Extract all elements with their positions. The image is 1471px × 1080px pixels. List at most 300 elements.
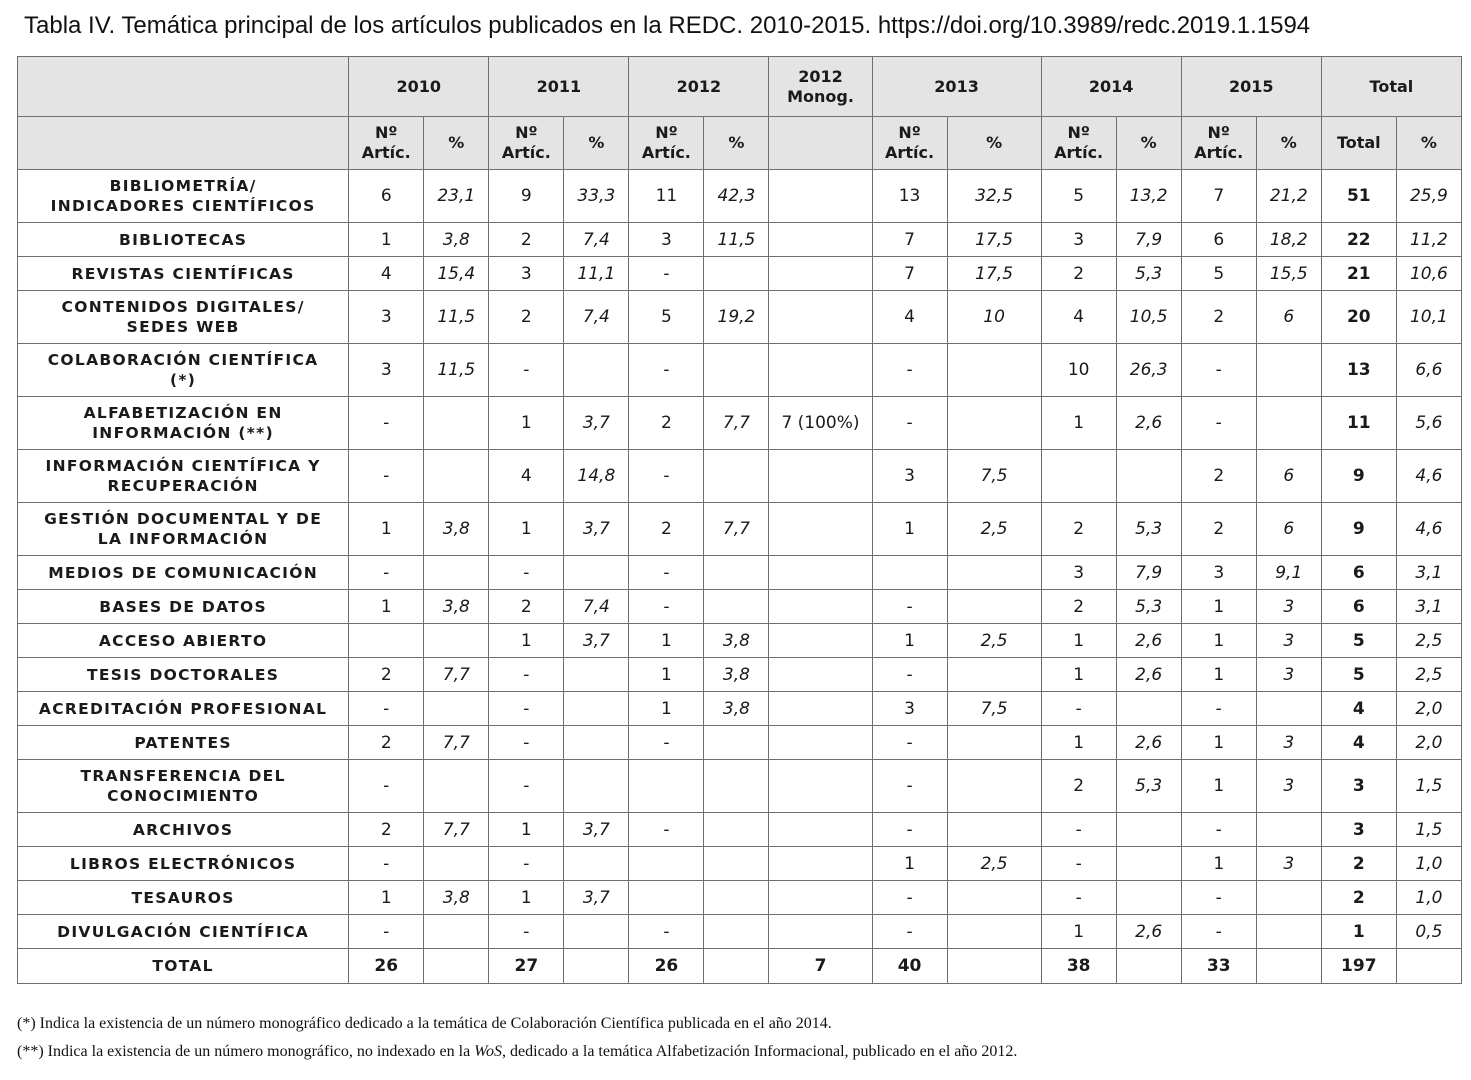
percent-cell [1116,847,1181,881]
percent-cell: 17,5 [947,223,1041,257]
table-row [18,257,1462,291]
subheader-pct: % [564,117,629,170]
table-row [18,881,1462,915]
count-cell: - [872,397,947,450]
count-cell: 1 [489,881,564,915]
percent-cell [564,556,629,590]
percent-cell: 3 [1256,658,1321,692]
percent-cell: 3 [1256,847,1321,881]
topic-cell: ACREDITACIÓN PROFESIONAL [18,692,349,726]
percent-cell [704,556,769,590]
percent-cell [424,450,489,503]
subheader-n: Nº Artíc. [629,117,704,170]
percent-cell [704,813,769,847]
percent-cell: 2,0 [1396,692,1461,726]
percent-cell [947,397,1041,450]
count-cell: 5 [629,291,704,344]
topic-cell: LIBROS ELECTRÓNICOS [18,847,349,881]
count-cell: - [629,257,704,291]
topic-cell: PATENTES [18,726,349,760]
count-cell: 2 [629,397,704,450]
year-header-2010: 2010 [349,57,489,117]
percent-cell: 11,5 [424,291,489,344]
count-cell: - [1181,344,1256,397]
topic-cell: MEDIOS DE COMUNICACIÓN [18,556,349,590]
percent-cell [704,760,769,813]
count-cell: 1 [349,590,424,624]
percent-cell: 1,0 [1396,847,1461,881]
count-cell: - [1041,692,1116,726]
topic-cell: TESIS DOCTORALES [18,658,349,692]
count-cell: 7 [1181,170,1256,223]
count-cell: 10 [1041,344,1116,397]
table-row [18,915,1462,949]
count-cell: - [1041,813,1116,847]
percent-cell [947,813,1041,847]
percent-cell: 25,9 [1396,170,1461,223]
percent-cell: 6 [1256,503,1321,556]
percent-cell: 2,0 [1396,726,1461,760]
count-cell: - [349,915,424,949]
count-cell: 4 [1041,291,1116,344]
monograph-cell [769,450,872,503]
count-cell [872,556,947,590]
count-cell: 1 [1181,624,1256,658]
percent-cell: 26,3 [1116,344,1181,397]
percent-cell [704,949,769,984]
percent-cell [1116,881,1181,915]
count-cell: - [489,344,564,397]
count-cell [349,624,424,658]
footnote-2-text: (**) Indica la existencia de un número monográfico, no indexado en la [17,1043,475,1060]
percent-cell: 2,5 [1396,624,1461,658]
percent-cell [1256,813,1321,847]
monograph-cell [769,223,872,257]
count-cell: 38 [1041,949,1116,984]
total-count-cell: 3 [1321,760,1396,813]
count-cell: - [1181,692,1256,726]
count-cell: 3 [1181,556,1256,590]
percent-cell: 3,8 [424,590,489,624]
subheader-n: Nº Artíc. [872,117,947,170]
percent-cell: 3,7 [564,624,629,658]
percent-cell [947,590,1041,624]
monograph-cell [769,170,872,223]
footnotes [17,1010,1017,1066]
total-count-cell: 6 [1321,590,1396,624]
subheader-corner [18,117,349,170]
subheader-total: Total [1321,117,1396,170]
monograph-cell [769,881,872,915]
topic-cell: TOTAL [18,949,349,984]
count-cell: 11 [629,170,704,223]
topic-cell: TESAUROS [18,881,349,915]
percent-cell [424,949,489,984]
monograph-cell [769,847,872,881]
count-cell: 1 [872,503,947,556]
count-cell: 1 [489,503,564,556]
percent-cell: 3 [1256,726,1321,760]
count-cell: - [872,760,947,813]
subheader-monog [769,117,872,170]
percent-cell [947,949,1041,984]
monograph-cell [769,760,872,813]
percent-cell: 2,5 [1396,658,1461,692]
count-cell: 3 [629,223,704,257]
count-cell: 3 [489,257,564,291]
count-cell: - [1181,881,1256,915]
percent-cell: 7,9 [1116,556,1181,590]
percent-cell: 7,7 [704,503,769,556]
count-cell: - [629,813,704,847]
total-count-cell: 5 [1321,624,1396,658]
footnote-2-text-end: , dedicado a la temática Alfabetización Informacional, publicado en el año 2012. [502,1043,1018,1060]
count-cell: 1 [629,658,704,692]
table-row [18,847,1462,881]
percent-cell [704,847,769,881]
count-cell: 1 [349,881,424,915]
percent-cell [947,915,1041,949]
topic-cell: CONTENIDOS DIGITALES/ SEDES WEB [18,291,349,344]
percent-cell: 3 [1256,624,1321,658]
year-header-2012: 2012 [629,57,769,117]
percent-cell [947,556,1041,590]
count-cell: 2 [489,223,564,257]
percent-cell [1256,344,1321,397]
year-header-2014: 2014 [1041,57,1181,117]
percent-cell: 10,1 [1396,291,1461,344]
count-cell: - [489,658,564,692]
table-row [18,624,1462,658]
topic-cell: ARCHIVOS [18,813,349,847]
total-count-cell: 2 [1321,847,1396,881]
percent-cell: 7,9 [1116,223,1181,257]
count-cell: - [629,726,704,760]
count-cell: - [1041,847,1116,881]
count-cell: 5 [1041,170,1116,223]
percent-cell [1396,949,1461,984]
table-row [18,590,1462,624]
percent-cell: 7,7 [424,813,489,847]
count-cell: - [1181,915,1256,949]
percent-cell: 18,2 [1256,223,1321,257]
total-count-cell: 11 [1321,397,1396,450]
table-row [18,760,1462,813]
topic-cell: BASES DE DATOS [18,590,349,624]
percent-cell [424,760,489,813]
percent-cell: 5,3 [1116,503,1181,556]
percent-cell [1256,949,1321,984]
count-cell: 2 [489,590,564,624]
count-cell: 1 [349,503,424,556]
percent-cell: 6,6 [1396,344,1461,397]
percent-cell: 7,4 [564,291,629,344]
percent-cell [704,726,769,760]
percent-cell: 3,7 [564,881,629,915]
count-cell: 2 [1181,503,1256,556]
monograph-cell [769,556,872,590]
year-header-total: Total [1321,57,1461,117]
percent-cell: 23,1 [424,170,489,223]
count-cell: 1 [1041,726,1116,760]
thematic-table [17,56,1462,984]
monograph-cell [769,503,872,556]
percent-cell [424,847,489,881]
percent-cell: 2,5 [947,847,1041,881]
count-cell: 27 [489,949,564,984]
percent-cell: 11,2 [1396,223,1461,257]
table-row [18,503,1462,556]
count-cell: - [349,760,424,813]
count-cell: 1 [1181,590,1256,624]
count-cell: 2 [489,291,564,344]
count-cell: 33 [1181,949,1256,984]
count-cell [629,847,704,881]
percent-cell [564,949,629,984]
subheader-n: Nº Artíc. [1041,117,1116,170]
total-count-cell: 2 [1321,881,1396,915]
year-header-2013: 2013 [872,57,1041,117]
count-cell: - [629,915,704,949]
percent-cell [1256,915,1321,949]
percent-cell [704,590,769,624]
percent-cell: 3 [1256,590,1321,624]
count-cell: 13 [872,170,947,223]
total-count-cell: 4 [1321,726,1396,760]
monograph-cell [769,915,872,949]
count-cell [629,881,704,915]
total-count-cell: 5 [1321,658,1396,692]
percent-cell: 7,4 [564,590,629,624]
percent-cell [704,450,769,503]
count-cell: - [629,556,704,590]
count-cell [1041,450,1116,503]
monograph-cell: 7 (100%) [769,397,872,450]
total-count-cell: 3 [1321,813,1396,847]
count-cell: - [489,692,564,726]
percent-cell: 6 [1256,450,1321,503]
count-cell: - [872,344,947,397]
count-cell: - [1181,397,1256,450]
count-cell: - [629,450,704,503]
percent-cell [1116,949,1181,984]
count-cell: 5 [1181,257,1256,291]
monograph-cell [769,658,872,692]
monograph-cell [769,590,872,624]
count-cell: 4 [872,291,947,344]
percent-cell: 7,5 [947,450,1041,503]
count-cell: 6 [349,170,424,223]
percent-cell: 19,2 [704,291,769,344]
topic-cell: COLABORACIÓN CIENTÍFICA (*) [18,344,349,397]
count-cell: 1 [1181,726,1256,760]
footnote-1: (*) Indica la existencia de un número monográfico dedicado a la temática de Colaboración Científica publicada en el año 2014. [17,1015,832,1032]
percent-cell [1116,813,1181,847]
percent-cell: 33,3 [564,170,629,223]
table-caption: Tabla IV. Temática principal de los artículos publicados en la REDC. 2010-2015. https://doi.org/10.3989/redc.2019.1.1594 [24,12,1311,39]
table-row [18,397,1462,450]
monograph-cell [769,813,872,847]
percent-cell: 3,1 [1396,556,1461,590]
table-row [18,556,1462,590]
count-cell: 6 [1181,223,1256,257]
count-cell: - [349,847,424,881]
percent-cell: 3,7 [564,503,629,556]
percent-cell: 5,3 [1116,760,1181,813]
count-cell: - [349,556,424,590]
count-cell: - [349,450,424,503]
count-cell: - [872,726,947,760]
percent-cell [564,847,629,881]
count-cell: - [489,847,564,881]
total-count-cell: 4 [1321,692,1396,726]
percent-cell [424,624,489,658]
count-cell: 1 [1181,847,1256,881]
percent-cell: 6 [1256,291,1321,344]
percent-cell: 2,6 [1116,624,1181,658]
percent-cell [564,760,629,813]
subheader-n: Nº Artíc. [489,117,564,170]
percent-cell: 32,5 [947,170,1041,223]
percent-cell: 21,2 [1256,170,1321,223]
percent-cell [1256,881,1321,915]
percent-cell: 2,6 [1116,726,1181,760]
percent-cell: 7,7 [424,658,489,692]
count-cell: 26 [349,949,424,984]
percent-cell: 1,0 [1396,881,1461,915]
percent-cell: 3,8 [704,624,769,658]
count-cell: 4 [489,450,564,503]
count-cell: - [489,760,564,813]
percent-cell [947,726,1041,760]
table-row [18,291,1462,344]
percent-cell [424,556,489,590]
percent-cell: 2,5 [947,624,1041,658]
percent-cell: 7,4 [564,223,629,257]
topic-cell: INFORMACIÓN CIENTÍFICA Y RECUPERACIÓN [18,450,349,503]
table-row [18,223,1462,257]
percent-cell: 4,6 [1396,503,1461,556]
count-cell [629,760,704,813]
subheader-n: Nº Artíc. [1181,117,1256,170]
total-count-cell: 6 [1321,556,1396,590]
count-cell: - [1181,813,1256,847]
count-cell: 2 [1181,450,1256,503]
percent-cell [704,344,769,397]
percent-cell: 5,3 [1116,257,1181,291]
monograph-cell: 7 [769,949,872,984]
count-cell: 1 [629,692,704,726]
count-cell: 1 [1041,658,1116,692]
percent-cell: 9,1 [1256,556,1321,590]
topic-cell: GESTIÓN DOCUMENTAL Y DE LA INFORMACIÓN [18,503,349,556]
percent-cell: 42,3 [704,170,769,223]
percent-cell [424,397,489,450]
count-cell: 9 [489,170,564,223]
count-cell: - [349,692,424,726]
monograph-cell [769,624,872,658]
count-cell: 1 [872,624,947,658]
count-cell: 3 [1041,223,1116,257]
count-cell: 1 [489,813,564,847]
subheader-pct: % [1256,117,1321,170]
count-cell: 1 [1041,915,1116,949]
percent-cell: 5,3 [1116,590,1181,624]
percent-cell: 10,6 [1396,257,1461,291]
count-cell: 4 [349,257,424,291]
percent-cell [704,915,769,949]
subheader-pct: % [1396,117,1461,170]
count-cell: 1 [1041,624,1116,658]
percent-cell: 3,8 [424,503,489,556]
percent-cell: 7,5 [947,692,1041,726]
percent-cell [1256,692,1321,726]
count-cell: 3 [872,450,947,503]
header-corner [18,57,349,117]
count-cell: - [872,915,947,949]
percent-cell [1116,450,1181,503]
percent-cell: 3,8 [704,658,769,692]
monograph-cell [769,344,872,397]
total-count-cell: 22 [1321,223,1396,257]
monograph-cell [769,291,872,344]
subheader-pct: % [1116,117,1181,170]
percent-cell [947,760,1041,813]
topic-cell: BIBLIOMETRÍA/ INDICADORES CIENTÍFICOS [18,170,349,223]
subheader-pct: % [947,117,1041,170]
count-cell: 26 [629,949,704,984]
monograph-cell [769,726,872,760]
count-cell: 3 [872,692,947,726]
percent-cell: 3,1 [1396,590,1461,624]
count-cell: 2 [349,658,424,692]
percent-cell: 10,5 [1116,291,1181,344]
total-count-cell: 197 [1321,949,1396,984]
count-cell: - [489,915,564,949]
subheader-pct: % [424,117,489,170]
percent-cell: 7,7 [424,726,489,760]
count-cell: 1 [349,223,424,257]
percent-cell: 5,6 [1396,397,1461,450]
percent-cell [564,726,629,760]
percent-cell: 11,1 [564,257,629,291]
table-row [18,813,1462,847]
topic-cell: BIBLIOTECAS [18,223,349,257]
percent-cell: 0,5 [1396,915,1461,949]
total-row [18,949,1462,984]
percent-cell [704,881,769,915]
total-count-cell: 51 [1321,170,1396,223]
count-cell: 1 [1181,760,1256,813]
total-count-cell: 9 [1321,450,1396,503]
percent-cell: 1,5 [1396,813,1461,847]
count-cell: 2 [1181,291,1256,344]
percent-cell: 17,5 [947,257,1041,291]
count-cell: 1 [629,624,704,658]
percent-cell [947,658,1041,692]
percent-cell [564,344,629,397]
topic-cell: DIVULGACIÓN CIENTÍFICA [18,915,349,949]
count-cell: 3 [349,344,424,397]
count-cell: - [872,813,947,847]
monograph-cell [769,257,872,291]
subheader-row [18,117,1462,170]
percent-cell: 15,4 [424,257,489,291]
percent-cell: 2,6 [1116,397,1181,450]
count-cell: 1 [1041,397,1116,450]
count-cell: 2 [349,726,424,760]
percent-cell: 2,6 [1116,658,1181,692]
